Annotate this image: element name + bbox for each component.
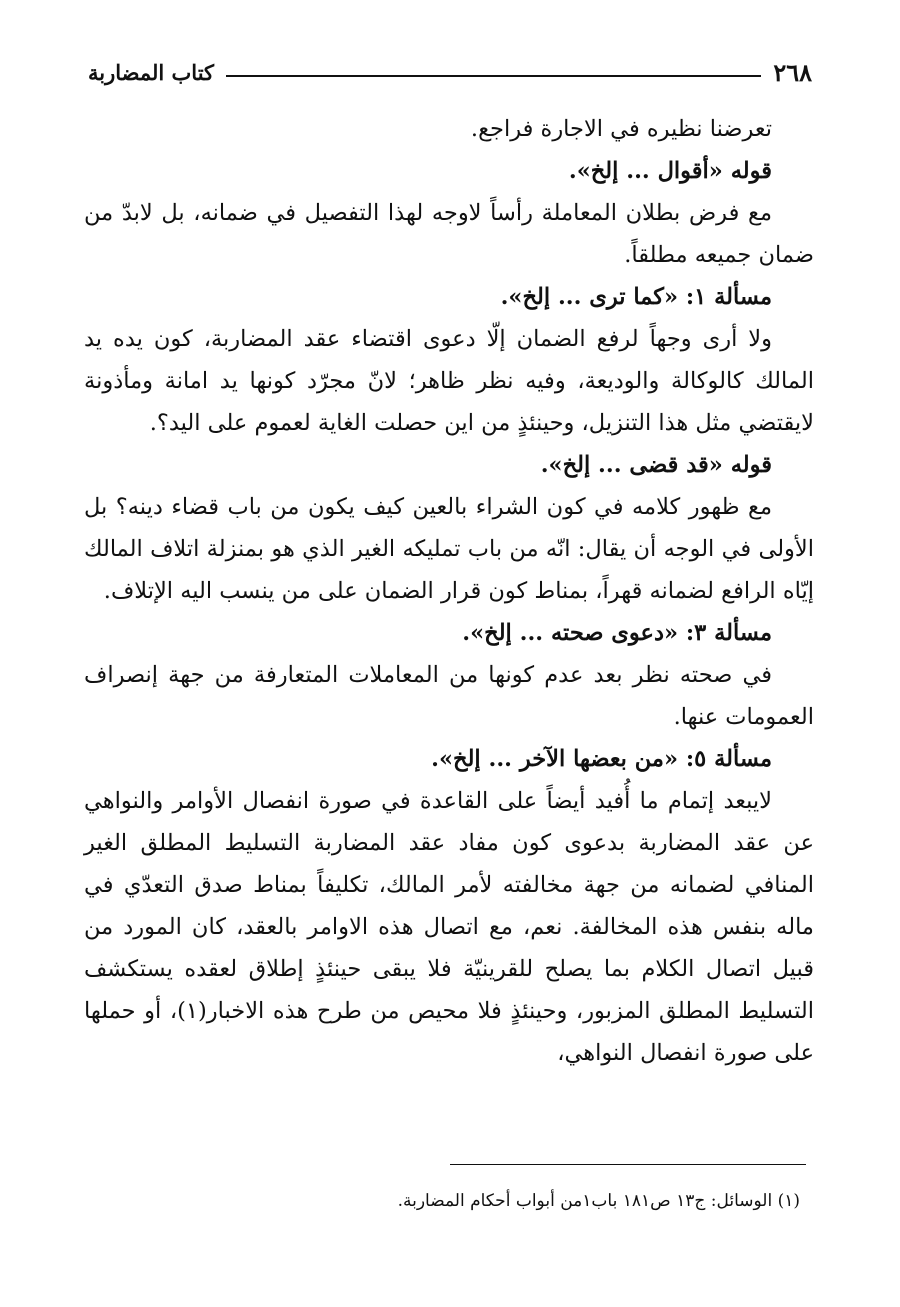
paragraph: مع ظهور كلامه في كون الشراء بالعين كيف يكون من باب قضاء دينه؟ بل الأولى في الوجه أن يقال: انّه من باب تمليكه الغير الذي هو بمنزلة اتلاف المالك إيّاه الرافع لضمانه قهراً، بمناط كون قرار الضمان على من ينسب اليه الإتلاف.: [84, 494, 814, 604]
section-heading: مسألة ١: «كما ترى ... إلخ».: [500, 284, 772, 310]
page-header: [88, 52, 812, 92]
section-heading: مسألة ٥: «من بعضها الآخر ... إلخ».: [431, 746, 772, 772]
paragraph: مع فرض بطلان المعاملة رأساً لاوجه لهذا التفصيل في ضمانه، بل لابدّ من ضمان جميعه مطلقاً.: [84, 200, 814, 268]
page-number: ٢٦٨: [773, 57, 812, 87]
header-rule: [226, 75, 761, 77]
section-heading: قوله «قد قضى ... إلخ».: [540, 452, 772, 478]
section-heading: قوله «أقوال ... إلخ».: [568, 158, 772, 184]
body-text: [84, 108, 814, 1074]
section-heading: مسألة ٣: «دعوى صحته ... إلخ».: [462, 620, 772, 646]
running-title: كتاب المضاربة: [88, 59, 215, 85]
paragraph: لايبعد إتمام ما أُفيد أيضاً على القاعدة في صورة انفصال الأوامر والنواهي عن عقد المضاربة بدعوى كون مفاد عقد المضاربة التسليط المطلق الغير المنافي لضمانه من جهة مخالفته لأمر المالك، تكليفاً بمناط صدق التعدّي في ماله بنفس هذه المخالفة. نعم، مع اتصال هذه الاوامر بالعقد، كان المورد من قبيل اتصال الكلام بما يصلح للقرينيّة فلا يبقى حينئذٍ إطلاق لعقده يستكشف التسليط المطلق المزبور، وحينئذٍ فلا محيص من طرح هذه الاخبار(١)، أو حملها على صورة انفصال النواهي،: [84, 788, 814, 1066]
footnote-rule: [450, 1164, 806, 1165]
paragraph: تعرضنا نظيره في الاجارة فراجع.: [470, 116, 772, 142]
footnote: (١) الوسائل: ج١٣ ص١٨١ باب١من أبواب أحكام المضاربة.: [397, 1191, 800, 1211]
paragraph: في صحته نظر بعد عدم كونها من المعاملات المتعارفة من جهة إنصراف العمومات عنها.: [84, 662, 814, 730]
paragraph: ولا أرى وجهاً لرفع الضمان إلّا دعوى اقتضاء عقد المضاربة، كون يده يد المالك كالوكالة والوديعة، وفيه نظر ظاهر؛ لانّ مجرّد كونها يد امانة ومأذونة لايقتضي مثل هذا التنزيل، وحينئذٍ من اين حصلت الغاية لعموم على اليد؟.: [84, 326, 814, 436]
